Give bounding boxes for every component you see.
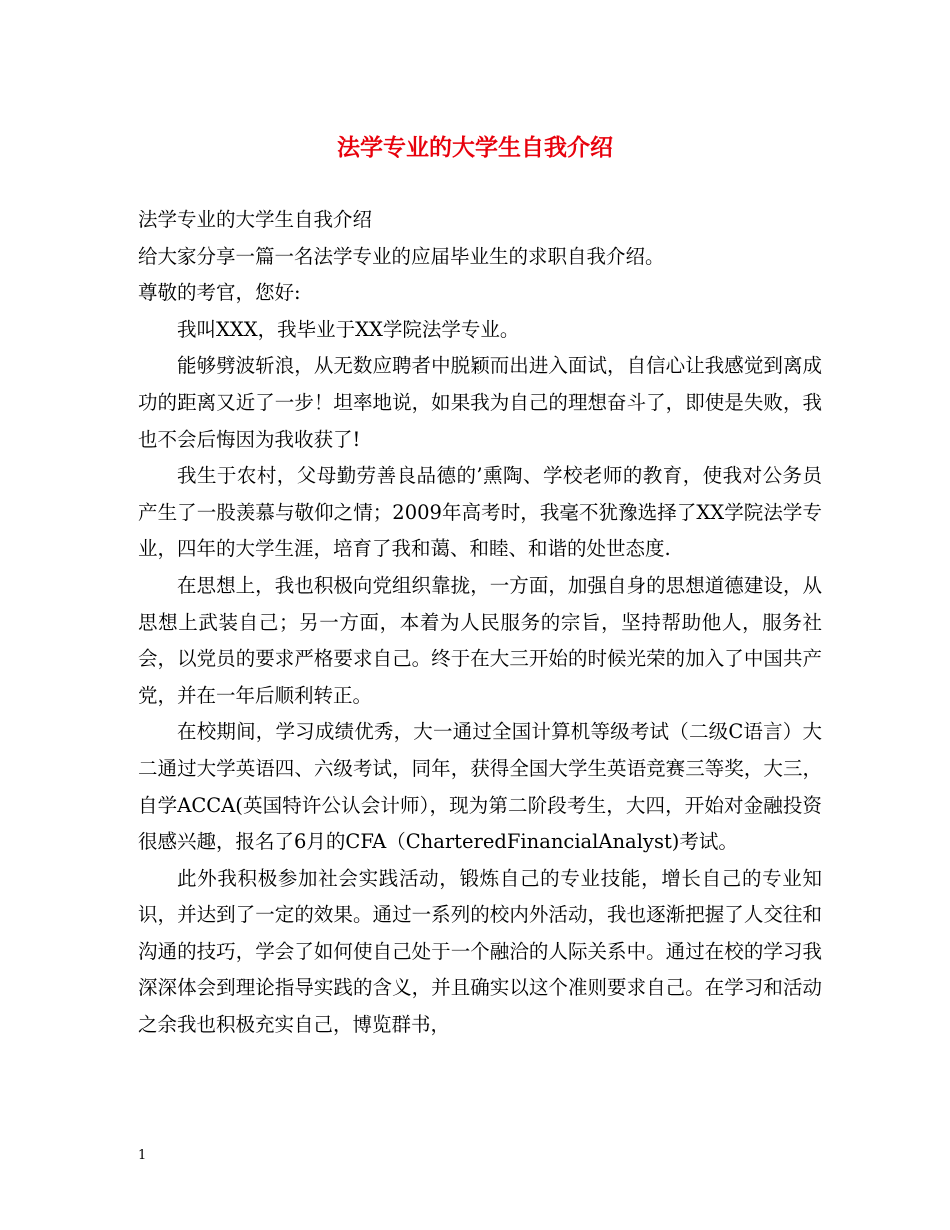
document-body (138, 202, 822, 1044)
paragraph-activities: 此外我积极参加社会实践活动，锻炼自己的专业技能，增长自己的专业知识，并达到了一定的效果。通过一系列的校内外活动，我也逐渐把握了人交往和沟通的技巧，学会了如何使自己处于一个融洽的人际关系中。通过在校的学习我深深体会到理论指导实践的含义，并且确实以这个准则要求自己。在学习和活动之余我也积极充实自己，博览群书， (138, 866, 822, 1037)
document-title: 法学专业的大学生自我介绍 (337, 134, 613, 161)
page-number: 1 (138, 1148, 147, 1163)
body-heading: 法学专业的大学生自我介绍 (138, 208, 373, 231)
paragraph-name: 我叫XXX，我毕业于XX学院法学专业。 (177, 317, 520, 341)
paragraph-ideology: 在思想上，我也积极向党组织靠拢，一方面，加强自身的思想道德建设，从思想上武装自己；另一方面，本着为人民服务的宗旨，坚持帮助他人，服务社会，以党员的要求严格要求自己。终于在大三开始的时候光荣的加入了中国共产党，并在一年后顺利转正。 (138, 573, 822, 707)
paragraph-confidence: 能够劈波斩浪，从无数应聘者中脱颖而出进入面试，自信心让我感觉到离成功的距离又近了一步！坦率地说，如果我为自己的理想奋斗了，即使是失败，我也不会后悔因为我收获了! (138, 354, 822, 451)
intro-line: 给大家分享一篇一名法学专业的应届毕业生的求职自我介绍。 (138, 244, 665, 268)
salutation: 尊敬的考官，您好: (138, 281, 301, 305)
paragraph-background: 我生于农村，父母勤劳善良品德的’熏陶、学校老师的教育，使我对公务员产生了一股羡慕与敬仰之情；2009年高考时，我毫不犹豫选择了XX学院法学专业，四年的大学生涯，培育了我和蔼、和睦、和谐的处世态度. (138, 464, 822, 561)
paragraph-academics: 在校期间，学习成绩优秀，大一通过全国计算机等级考试（二级C语言）大二通过大学英语四、六级考试，同年，获得全国大学生英语竞赛三等奖，大三，自学ACCA(英国特许公认会计师），现为第二阶段考生，大四，开始对金融投资很感兴趣，报名了6月的CFA（CharteredFinancialAnalyst)考试。 (138, 720, 822, 854)
